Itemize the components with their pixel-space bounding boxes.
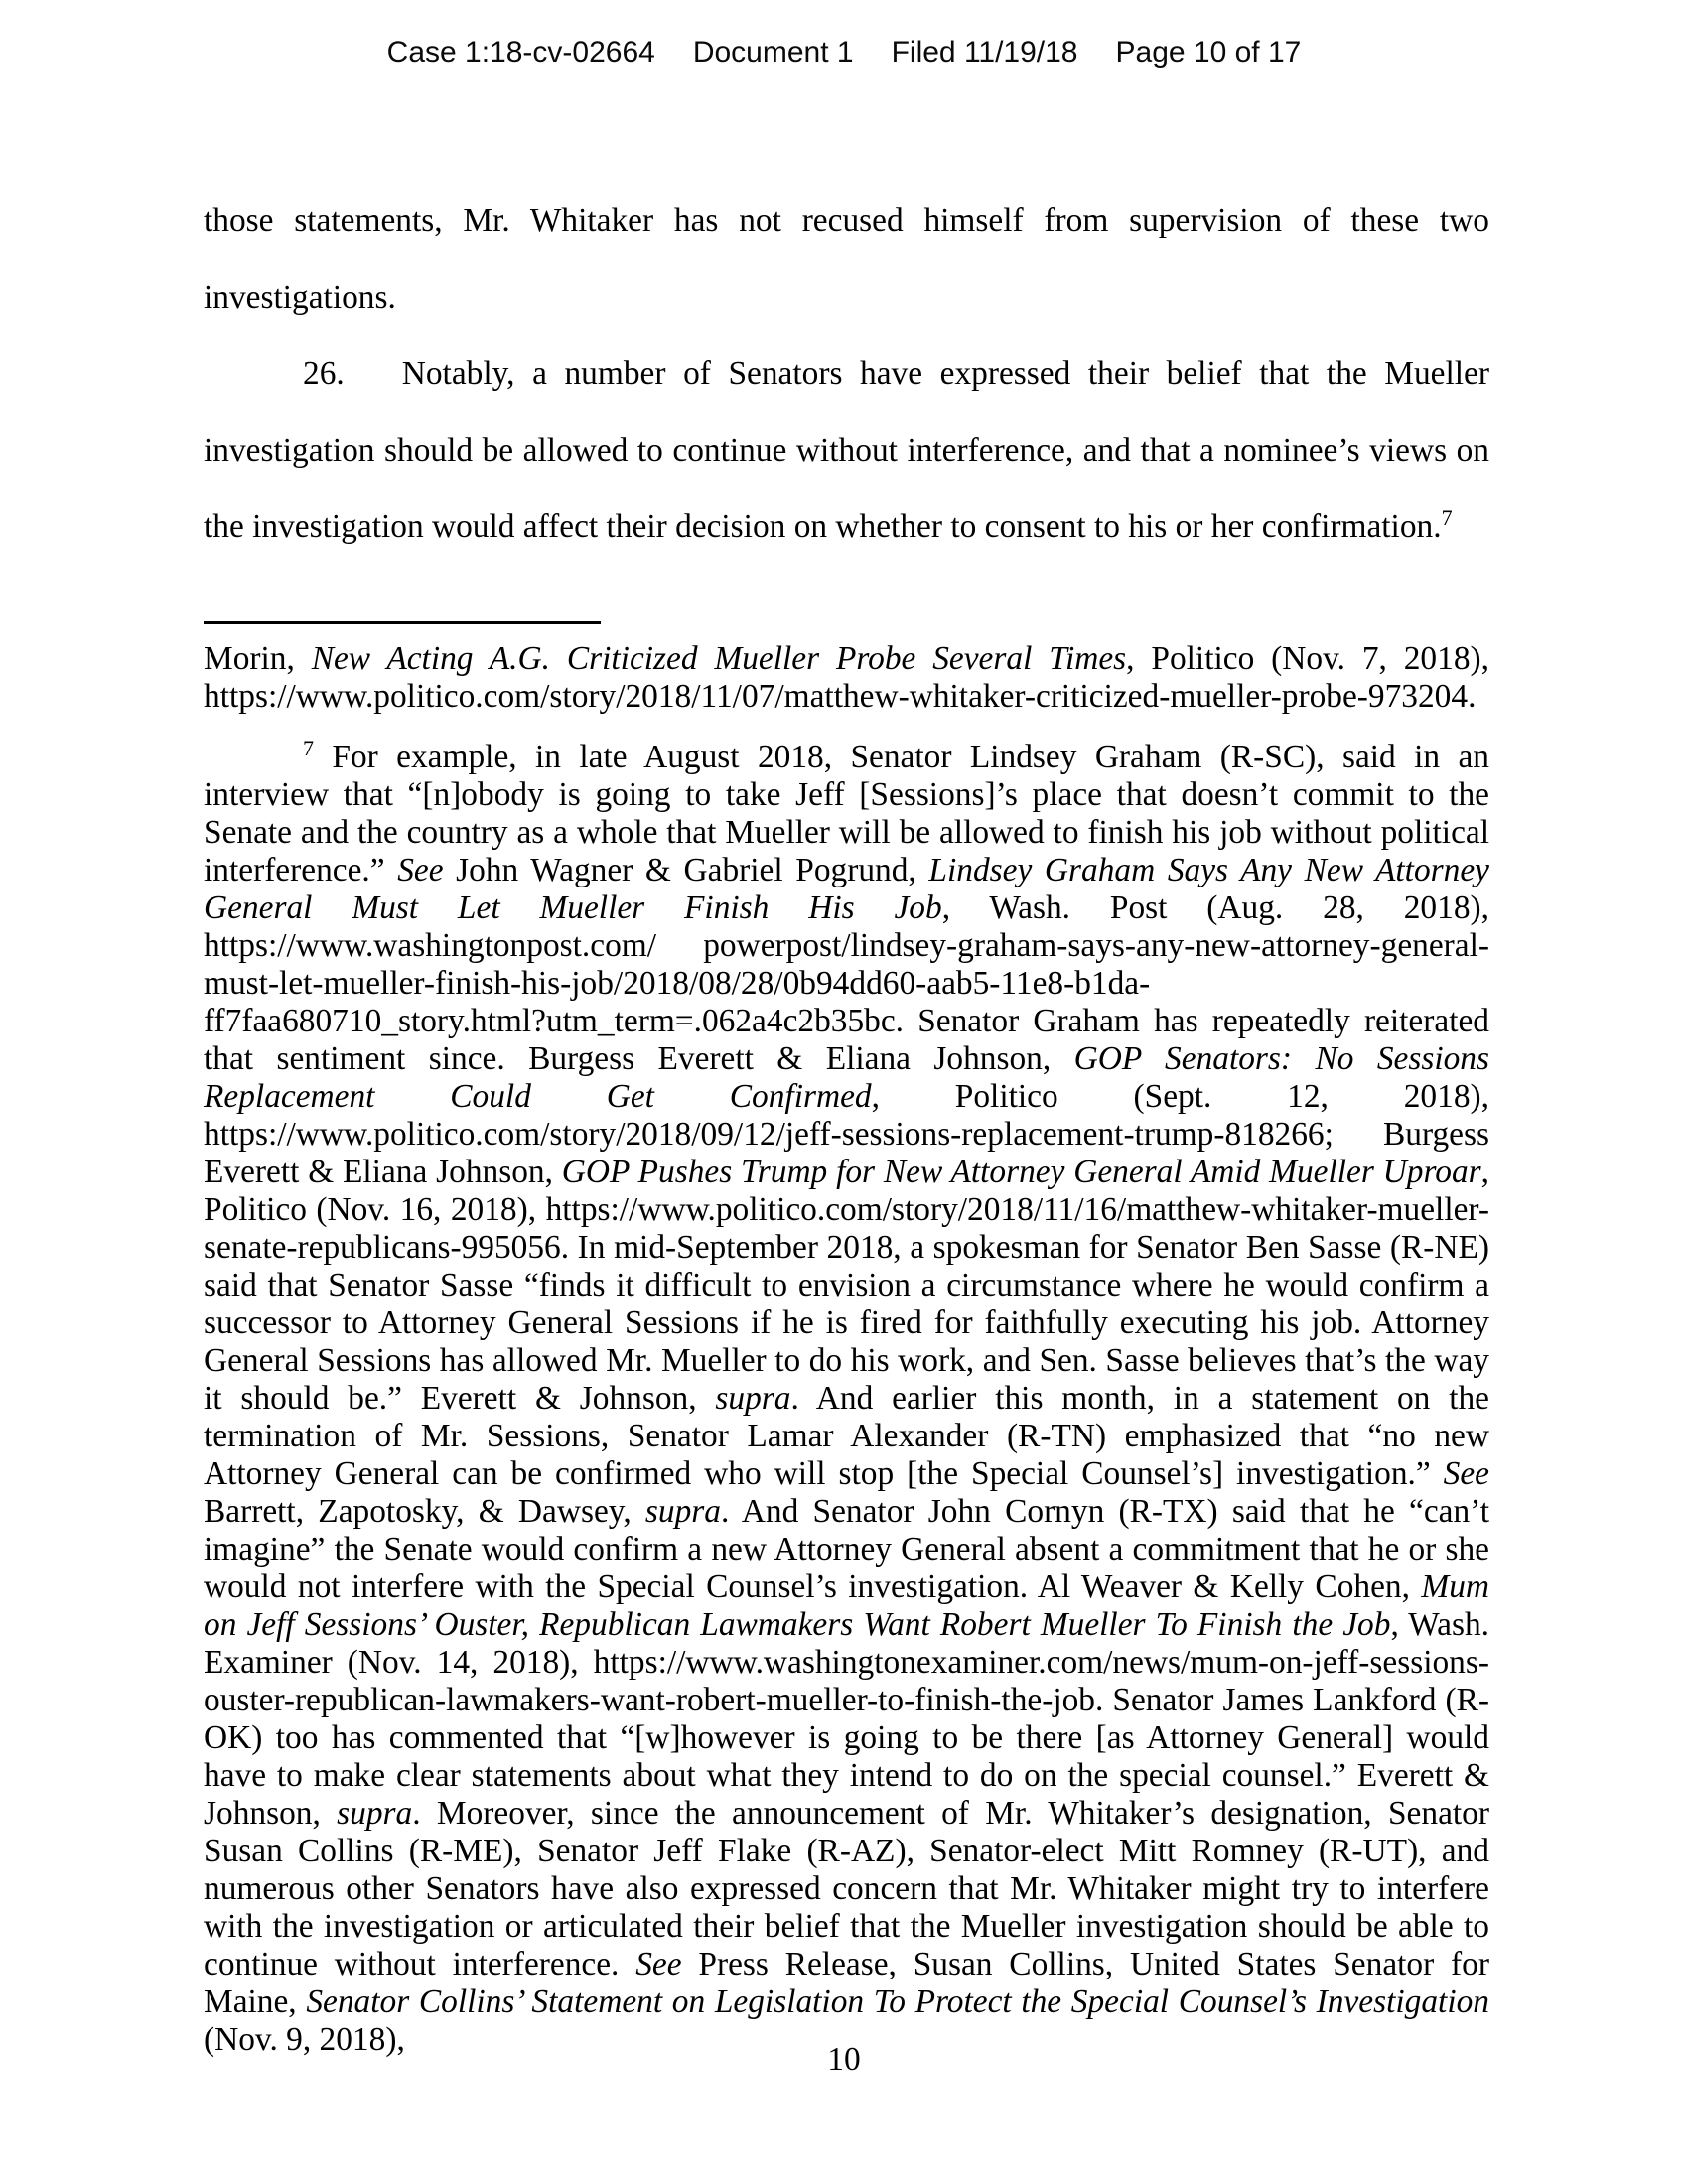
text-run: See — [397, 852, 444, 888]
text-run: supra — [337, 1795, 413, 1832]
paragraph-continuation — [204, 183, 1489, 336]
stamp-page-indicator: Page 10 of 17 — [1115, 36, 1302, 68]
footnote-block — [204, 640, 1489, 2059]
body-text — [204, 183, 1489, 565]
footnote-7-reference: 7 — [1441, 504, 1453, 530]
paragraph-26-number: 26. — [303, 355, 345, 392]
text-run: Barrett, Zapotosky, & Dawsey, — [204, 1493, 645, 1530]
text-run: John Wagner & Gabriel Pogrund, — [443, 852, 929, 888]
text-run: Morin, — [204, 640, 312, 677]
text-run: Press Release, Susan Collins, United States Senator for Maine, — [204, 1946, 1489, 2020]
text-run: See — [1443, 1455, 1489, 1492]
page-number: 10 — [827, 2041, 861, 2078]
text-run: , Politico (Sept. 12, 2018), https://www.politico.com/story/2018/09/12/jeff-sessions-replacement-trump-818266; Burgess Everett & Eliana Johnson, — [204, 1078, 1489, 1190]
paragraph-continuation-text: those statements, Mr. Whitaker has not recused himself from supervision of these two investigations. — [204, 203, 1489, 316]
text-run: (Nov. 9, 2018), — [204, 2021, 405, 2058]
text-run: . And Senator John Cornyn (R-TX) said that he “can’t imagine” the Senate would confirm a new Attorney General absent a commitment that he or she would not interfere with the Special Counsel’s investigation. Al Weaver & Kelly Cohen, — [204, 1493, 1489, 1605]
text-run: Mum on Jeff Sessions’ Ouster, Republican Lawmakers Want Robert Mueller To Finish the Job — [204, 1569, 1489, 1643]
paragraph-26-text: Notably, a number of Senators have expressed their belief that the Mueller investigation should be allowed to continue without interference, and that a nominee’s views on the investigation would affect their decision on whether to consent to his or her confirmation. — [204, 355, 1489, 545]
text-run: . Moreover, since the announcement of Mr. Whitaker’s designation, Senator Susan Collins (R-ME), Senator Jeff Flake (R-AZ), Senator-elect Mitt Romney (R-UT), and numerous other Senators have also expressed concern that Mr. Whitaker might try to interfere with the investigation or articulated their belief that the Mueller investigation should be able to continue without interference. — [204, 1795, 1489, 1982]
text-run: For example, in late August 2018, Senator Lindsey Graham (R-SC), said in an interview that “[n]obody is going to take Jeff [Sessions]’s place that doesn’t commit to the Senate and the country as a whole that Mueller will be allowed to finish his job without political interference.” — [204, 739, 1489, 888]
text-run: , Wash. Post (Aug. 28, 2018), https://www.washingtonpost.com/ powerpost/lindsey-graham-says-any-new-attorney-general-must-let-mueller-finish-his-job/2018/08/28/0b94dd60-aab5-11e8-b1da-ff7faa680710_story.html?utm_term=.062a4c2b35bc. Senator Graham has repeatedly reiterated that sentiment since. Burgess Everett & Eliana Johnson, — [204, 889, 1489, 1077]
text-run: supra — [715, 1380, 791, 1417]
stamp-filed-date: Filed 11/19/18 — [891, 36, 1078, 68]
footnote-7 — [204, 735, 1489, 2059]
footnote-7-runs — [204, 739, 1489, 2058]
footnote-separator-rule — [204, 621, 601, 624]
text-run: Lindsey Graham Says Any New Attorney General Must Let Mueller Finish His Job — [204, 852, 1489, 926]
text-run: . And earlier this month, in a statement on the termination of Mr. Sessions, Senator Lamar Alexander (R-TN) emphasized that “no new Attorney General can be confirmed who will stop [the Special Counsel’s] investigation.” — [204, 1380, 1489, 1492]
text-run: , Wash. Examiner (Nov. 14, 2018), https://www.washingtonexaminer.com/news/mum-on-jeff-sessions-ouster-republican-lawmakers-want-robert-mueller-to-finish-the-job. Senator James Lankford (R-OK) too has commented that “[w]however is going to be there [as Attorney General] would have to make clear statements about what they intend to do on the special counsel.” Everett & Johnson, — [204, 1606, 1489, 1832]
text-run: supra — [644, 1493, 721, 1530]
stamp-document-number: Document 1 — [692, 36, 854, 68]
text-run: , Politico (Nov. 16, 2018), https://www.politico.com/story/2018/11/16/matthew-whitaker-mueller-senate-republicans-995056. In mid-September 2018, a spokesman for Senator Ben Sasse (R-NE) said that Senator Sasse “finds it difficult to envision a circumstance where he would confirm a successor to Attorney General Sessions if he is fired for faithfully executing his job. Attorney General Sessions has allowed Mr. Mueller to do his work, and Sen. Sasse believes that’s the way it should be.” Everett & Johnson, — [204, 1154, 1489, 1417]
footnote-7-marker: 7 — [303, 735, 314, 760]
footnote-continuation-runs — [204, 640, 1489, 715]
text-run: GOP Pushes Trump for New Attorney General Amid Mueller Uproar — [561, 1154, 1481, 1190]
text-run: New Acting A.G. Criticized Mueller Probe Several Times — [311, 640, 1127, 677]
stamp-case-number: Case 1:18-cv-02664 — [386, 36, 655, 68]
court-filing-stamp — [0, 36, 1688, 69]
paragraph-26 — [204, 336, 1489, 565]
footnote-continuation — [204, 640, 1489, 716]
text-run: , Politico (Nov. 7, 2018), https://www.politico.com/story/2018/11/07/matthew-whitaker-criticized-mueller-probe-973204. — [204, 640, 1489, 715]
text-run: See — [635, 1946, 682, 1982]
text-run: GOP Senators: No Sessions Replacement Could Get Confirmed — [204, 1040, 1489, 1115]
text-run: Senator Collins’ Statement on Legislation To Protect the Special Counsel’s Investigation — [306, 1983, 1489, 2020]
